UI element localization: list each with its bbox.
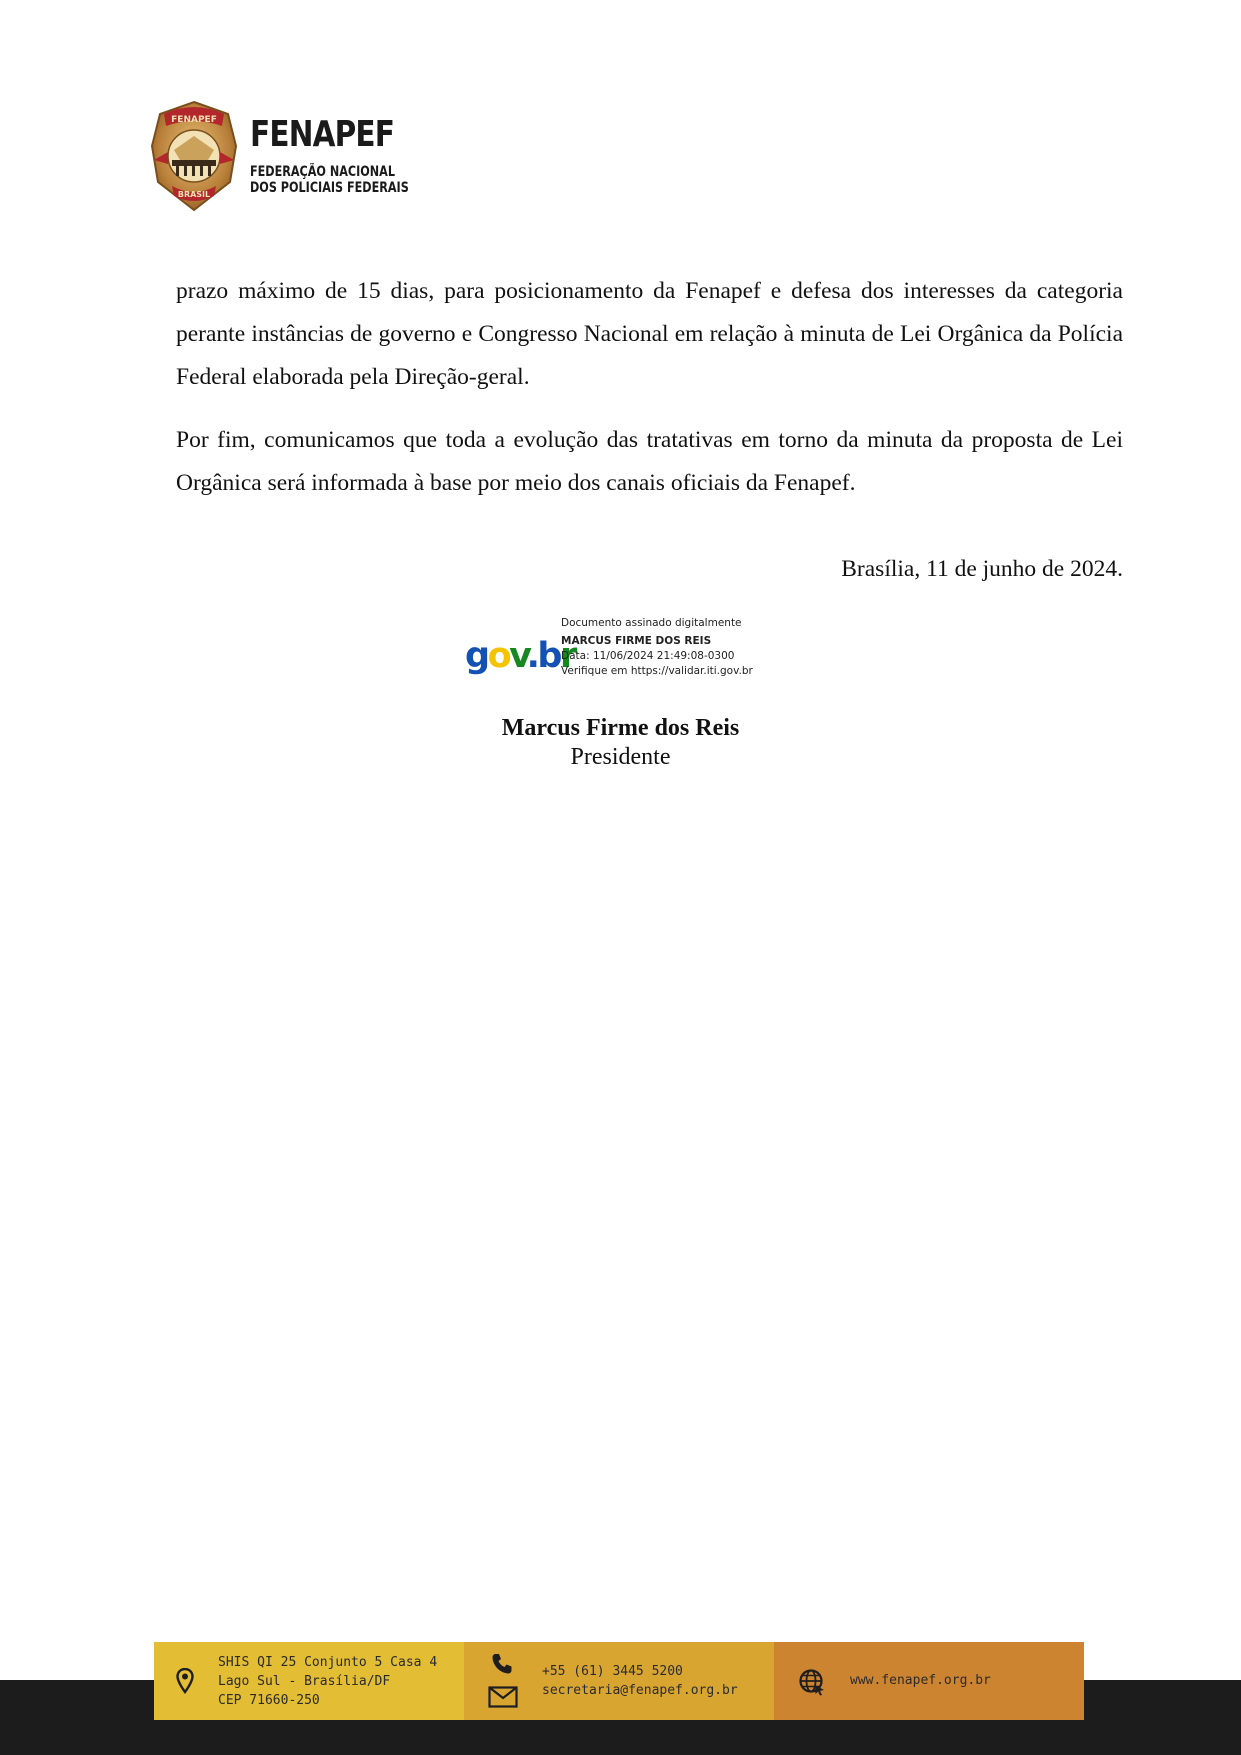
signer-role: Presidente: [570, 744, 671, 770]
stamp-details: [561, 616, 753, 679]
footer-phone[interactable]: +55 (61) 3445 5200: [542, 1664, 683, 1679]
footer-address-line3: CEP 71660-250: [218, 1693, 320, 1708]
fenapef-badge-icon: [150, 100, 238, 212]
footer-website[interactable]: www.fenapef.org.br: [850, 1673, 991, 1688]
digital-signature-stamp: [465, 616, 785, 688]
footer-email[interactable]: secretaria@fenapef.org.br: [542, 1683, 738, 1698]
letterhead: [150, 100, 410, 215]
location-pin-icon: [176, 1668, 194, 1694]
letter-body: [176, 270, 1123, 525]
brand-subtitle: [250, 164, 409, 196]
govbr-logo: [465, 638, 575, 674]
stamp-title: Documento assinado digitalmente: [561, 617, 742, 629]
stamp-verify: Verifique em https://validar.iti.gov.br: [561, 665, 753, 677]
globe-icon: [798, 1668, 826, 1696]
govbr-logo-o: o: [487, 636, 510, 676]
emblem-bottom-text: BRASIL: [177, 190, 211, 199]
paragraph-1: prazo máximo de 15 dias, para posicionamento da Fenapef e defesa dos interesses da categoria perante instâncias de governo e Congresso Nacional em relação à minuta de Lei Orgânica da Polícia Federal elaborada pela Direção-geral.: [176, 278, 1123, 390]
govbr-logo-g: g: [465, 636, 488, 676]
email-icon: [488, 1686, 518, 1708]
brand-subtitle-line2: DOS POLICIAIS FEDERAIS: [250, 180, 409, 196]
brand-subtitle-line1: FEDERAÇÃO NACIONAL: [250, 164, 395, 180]
phone-icon: [490, 1652, 514, 1676]
footer-web-section: [774, 1642, 1084, 1720]
footer-address: [218, 1653, 437, 1710]
stamp-date: Data: 11/06/2024 21:49:08-0300: [561, 650, 735, 662]
date-line: Brasília, 11 de junho de 2024.: [841, 556, 1123, 582]
footer-contact-bar: [154, 1642, 1084, 1720]
signer-block: [0, 714, 1241, 772]
footer-contact-section: [464, 1642, 774, 1720]
signer-name: Marcus Firme dos Reis: [501, 715, 740, 741]
stamp-signer: MARCUS FIRME DOS REIS: [561, 635, 712, 647]
govbr-logo-r: r: [559, 636, 575, 676]
govbr-logo-dot: .: [526, 636, 538, 676]
footer-address-line1: SHIS QI 25 Conjunto 5 Casa 4: [218, 1655, 438, 1670]
brand-name: FENAPEF: [250, 114, 395, 155]
emblem-top-text: FENAPEF: [171, 115, 217, 125]
govbr-logo-b: b: [537, 636, 560, 676]
paragraph-2: Por fim, comunicamos que toda a evolução das tratativas em torno da minuta da proposta de Lei Orgânica será informada à base por meio dos canais oficiais da Fenapef.: [176, 427, 1123, 496]
govbr-logo-v: v: [509, 636, 527, 676]
footer-address-line2: Lago Sul - Brasília/DF: [218, 1674, 391, 1689]
footer-address-section: [154, 1642, 464, 1720]
footer-contact: [542, 1662, 738, 1700]
